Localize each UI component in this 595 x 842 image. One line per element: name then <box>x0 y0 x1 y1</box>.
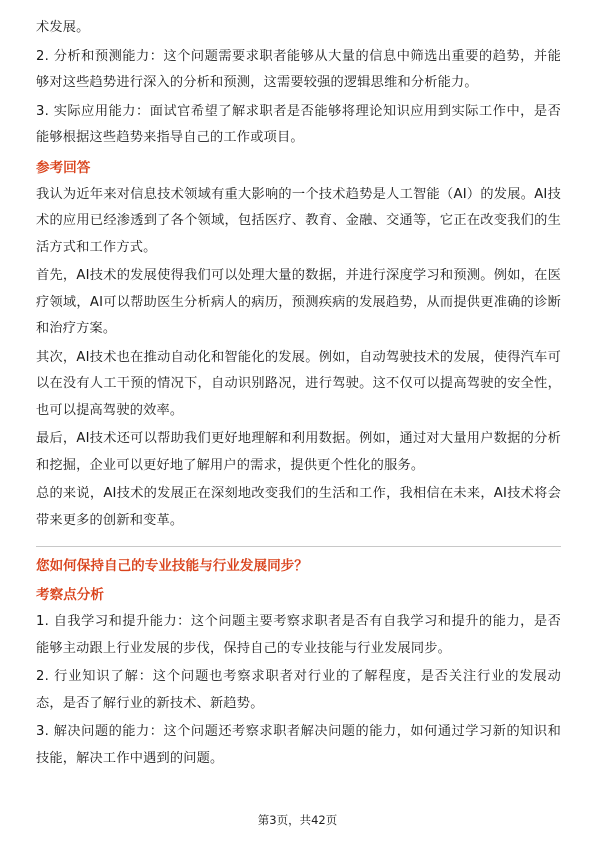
page-content <box>36 15 561 774</box>
answer-paragraph: 首先，AI技术的发展使得我们可以处理大量的数据，并进行深度学习和预测。例如，在医疗领域，AI可以帮助医生分析病人的病历，预测疾病的发展趋势，从而提供更准确的诊断和治疗方案。 <box>36 268 561 336</box>
reference-answer-heading: 参考回答 <box>36 159 91 176</box>
continued-text: 术发展。 <box>36 20 90 35</box>
answer-paragraph: 最后，AI技术还可以帮助我们更好地理解和利用数据。例如，通过对大量用户数据的分析和挖掘，企业可以更好地了解用户的需求，提供更个性化的服务。 <box>36 431 561 473</box>
page-number: 第3页，共42页 <box>257 813 338 827</box>
analysis-point: 2. 分析和预测能力：这个问题需要求职者能够从大量的信息中筛选出重要的趋势，并能够对这些趋势进行深入的分析和预测，这需要较强的逻辑思维和分析能力。 <box>36 48 561 90</box>
analysis-point: 3. 解决问题的能力：这个问题还考察求职者解决问题的能力，如何通过学习新的知识和技能，解决工作中遇到的问题。 <box>36 724 561 766</box>
answer-paragraph: 总的来说，AI技术的发展正在深刻地改变我们的生活和工作，我相信在未来，AI技术将会带来更多的创新和变革。 <box>36 486 561 528</box>
answer-paragraph: 其次，AI技术也在推动自动化和智能化的发展。例如，自动驾驶技术的发展，使得汽车可以在没有人工干预的情况下，自动识别路况，进行驾驶。这不仅可以提高驾驶的安全性，也可以提高驾驶的效率。 <box>36 349 561 418</box>
answer-paragraph: 我认为近年来对信息技术领域有重大影响的一个技术趋势是人工智能（AI）的发展。AI技术的应用已经渗透到了各个领域，包括医疗、教育、金融、交通等，它正在改变我们的生活方式和工作方式。 <box>36 186 561 255</box>
analysis-point: 2. 行业知识了解：这个问题也考察求职者对行业的了解程度，是否关注行业的发展动态，是否了解行业的新技术、新趋势。 <box>36 669 561 711</box>
analysis-heading: 考察点分析 <box>36 587 104 603</box>
question-title: 您如何保持自己的专业技能与行业发展同步？ <box>36 558 308 574</box>
analysis-point: 3. 实际应用能力：面试官希望了解求职者是否能够将理论知识应用到实际工作中，是否能够根据这些趋势来指导自己的工作或项目。 <box>36 103 561 145</box>
section-divider <box>36 546 561 547</box>
analysis-point: 1. 自我学习和提升能力：这个问题主要考察求职者是否有自我学习和提升的能力，是否能够主动跟上行业发展的步伐，保持自己的专业技能与行业发展同步。 <box>36 614 561 656</box>
